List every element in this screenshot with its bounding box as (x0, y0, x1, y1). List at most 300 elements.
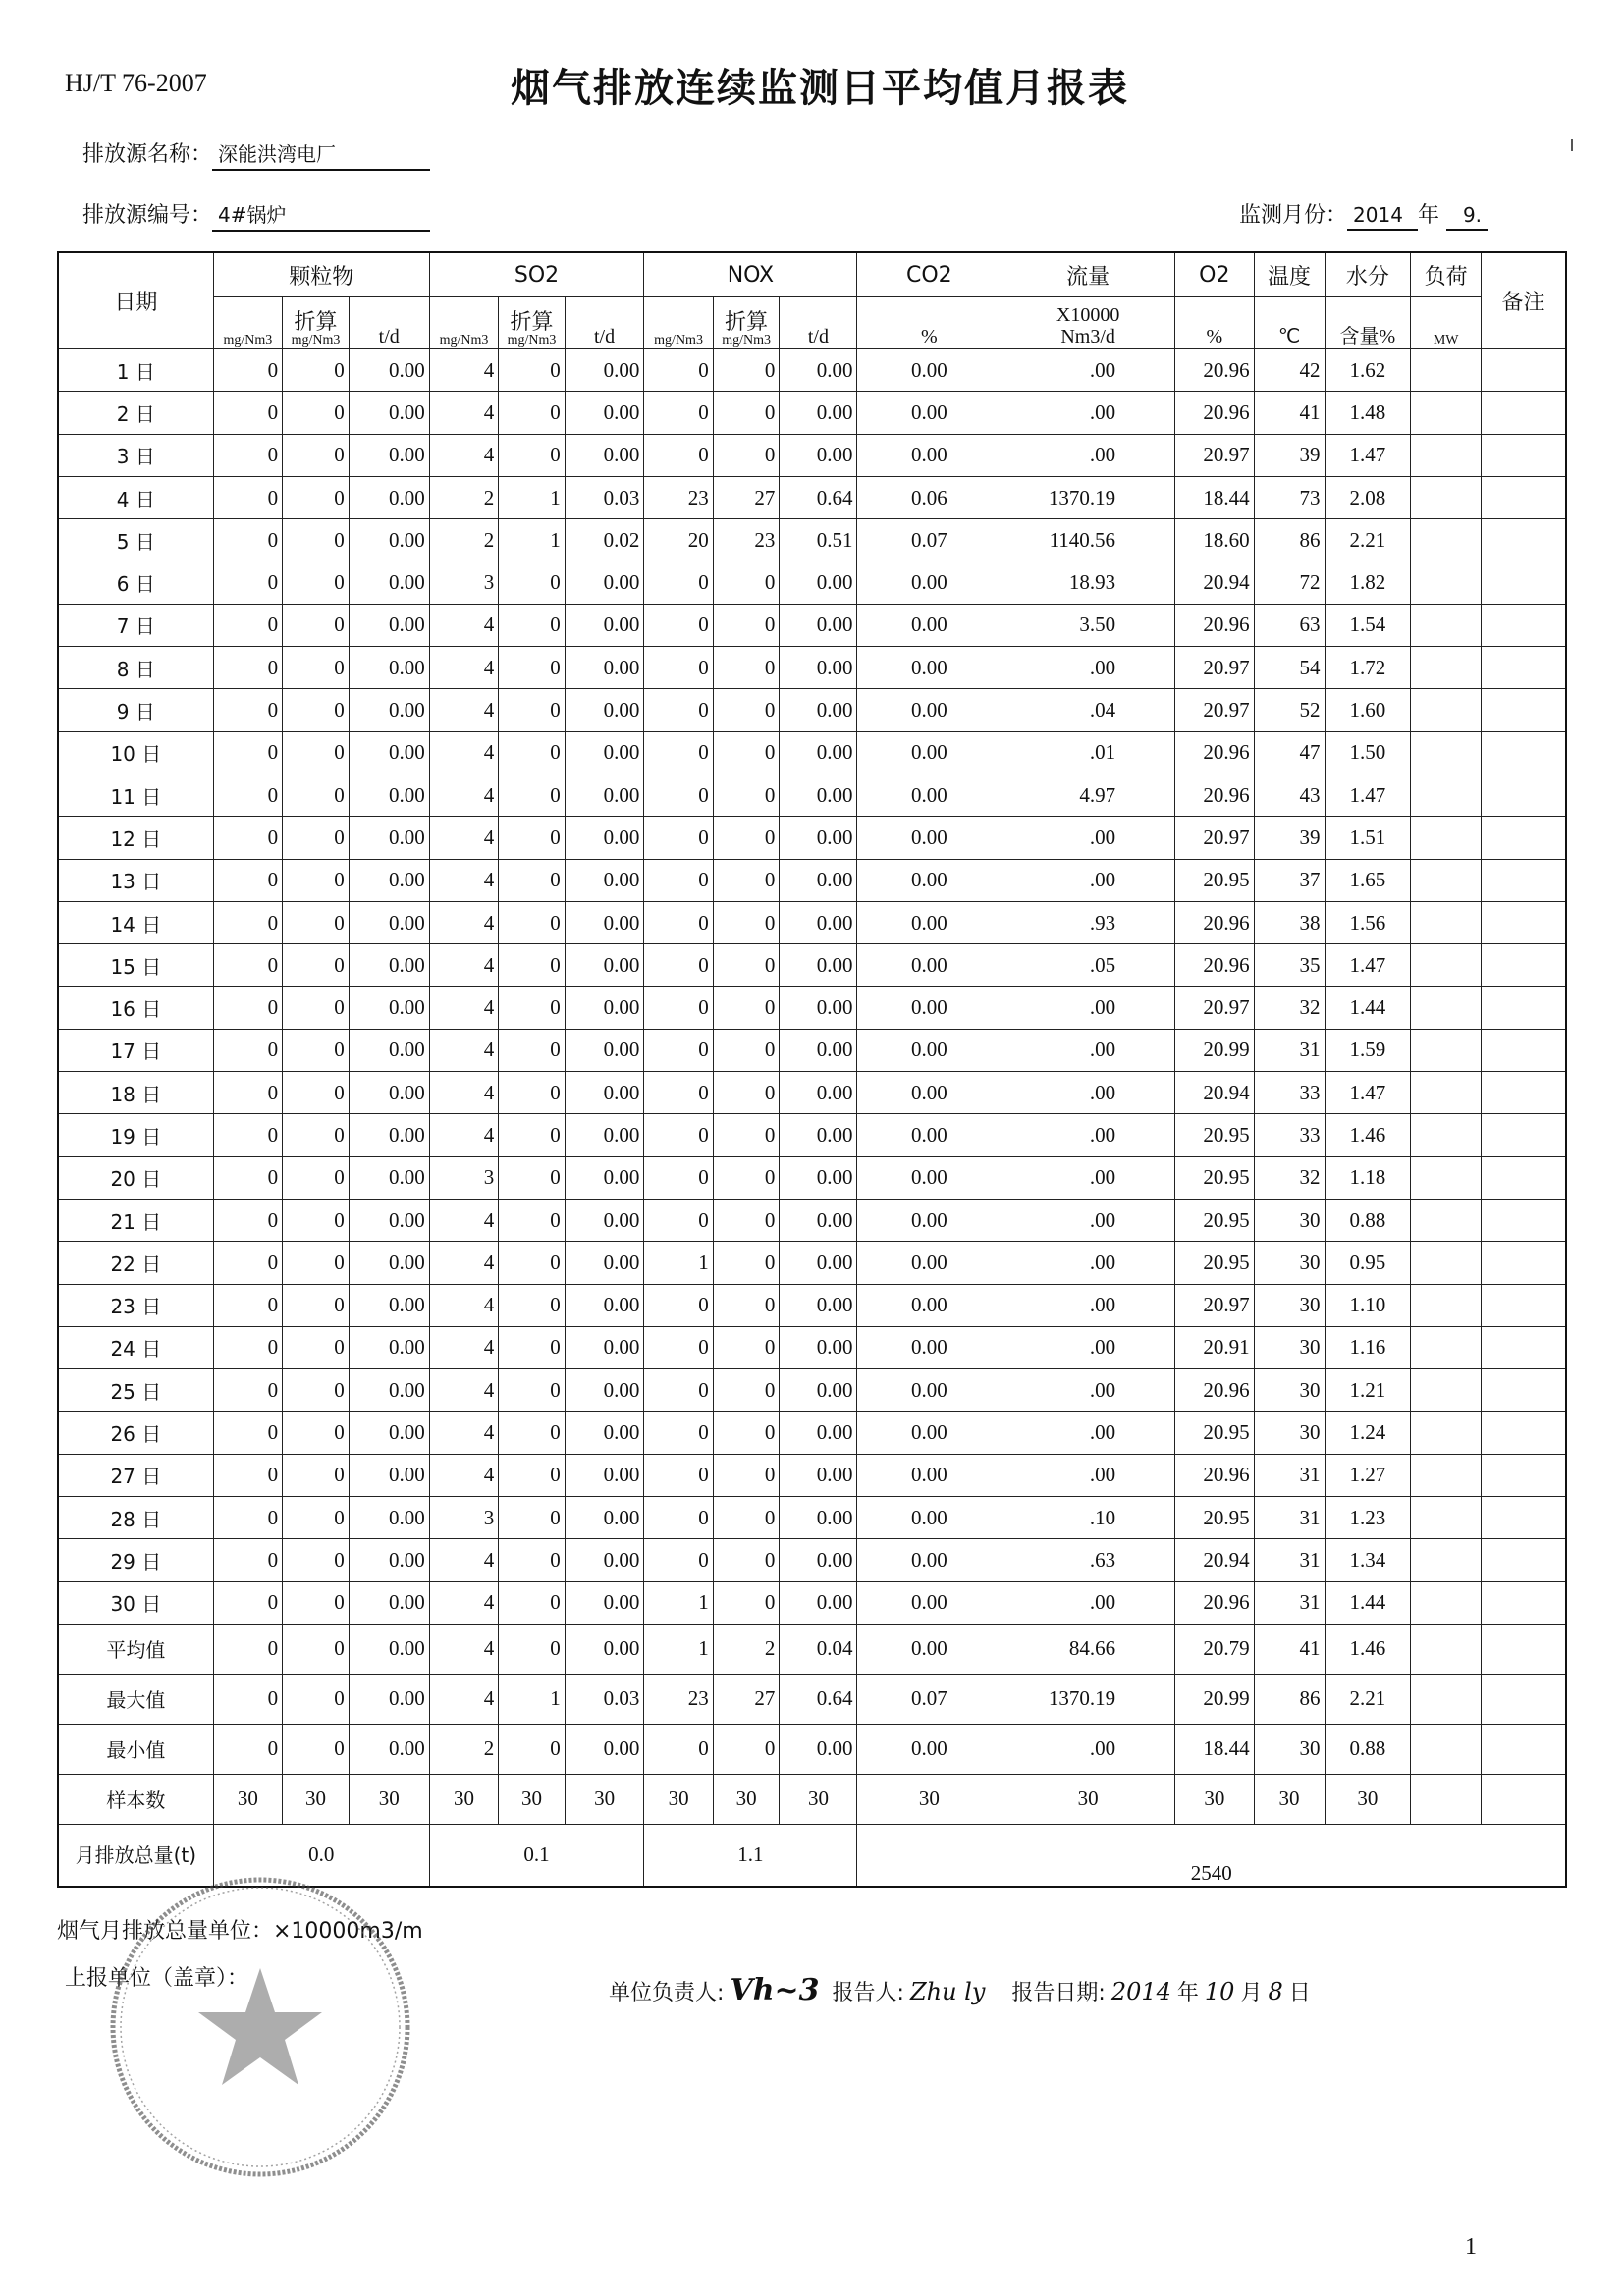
pm-cell: 0.00 (349, 1581, 429, 1624)
date-cell: 6 日 (58, 561, 213, 604)
nox-cell: 0 (713, 1029, 780, 1071)
so2-cell: 0 (499, 1156, 566, 1199)
o2-cell: 20.95 (1175, 859, 1255, 901)
remarks-cell (1482, 689, 1566, 731)
date-cell: 3 日 (58, 434, 213, 476)
co2-cell: 0.00 (857, 1029, 1001, 1071)
reporter-signature: Zhu ly (909, 1978, 986, 2005)
pm-cell: 0.00 (349, 1326, 429, 1368)
sample-count-row (58, 1774, 1566, 1824)
moisture-cell: 1.54 (1325, 604, 1411, 646)
flow-cell: .00 (1001, 1412, 1175, 1454)
so2-cell: 4 (429, 604, 498, 646)
so2-cell: 4 (429, 647, 498, 689)
nox-cell: 0.51 (780, 519, 857, 561)
flue-gas-unit-note: 烟气月排放总量单位：×10000m3/m (57, 1919, 423, 1944)
so2-cell: 4 (429, 392, 498, 434)
table-row (58, 1539, 1566, 1581)
sample-count-cell: 30 (644, 1774, 713, 1824)
pm-cell: 0 (213, 689, 282, 731)
so2-cell: 4 (429, 859, 498, 901)
so2-cell: 0 (499, 1326, 566, 1368)
load-cell (1411, 434, 1482, 476)
o2-unit: % (1175, 297, 1255, 349)
load-cell (1411, 1369, 1482, 1412)
pm-cell: 0.00 (349, 1497, 429, 1539)
o2-cell: 20.99 (1175, 1674, 1255, 1724)
temp-cell: 41 (1254, 1624, 1325, 1674)
sample-count-cell: 30 (857, 1774, 1001, 1824)
table-row (58, 1674, 1566, 1724)
so2-cell: 3 (429, 1497, 498, 1539)
nox-cell: 0 (713, 604, 780, 646)
table-row (58, 561, 1566, 604)
remarks-cell (1482, 1072, 1566, 1114)
flow-cell: .00 (1001, 1199, 1175, 1241)
nox-cell: 0.00 (780, 1199, 857, 1241)
nox-cell: 0.00 (780, 1369, 857, 1412)
moisture-cell: 1.46 (1325, 1624, 1411, 1674)
o2-cell: 20.95 (1175, 1199, 1255, 1241)
temp-cell: 37 (1254, 859, 1325, 901)
nox-cell: 0.00 (780, 774, 857, 816)
flow-cell: .00 (1001, 1369, 1175, 1412)
pm-cell: 0 (283, 1724, 350, 1774)
remarks-cell (1482, 434, 1566, 476)
pm-cell: 0.00 (349, 519, 429, 561)
temp-cell: 31 (1254, 1454, 1325, 1496)
temp-cell: 30 (1254, 1199, 1325, 1241)
so2-cell: 4 (429, 1581, 498, 1624)
moisture-cell: 2.08 (1325, 476, 1411, 518)
pm-cell: 0 (283, 689, 350, 731)
remarks-cell (1482, 1326, 1566, 1368)
reporter-label: 报告人: (832, 1981, 904, 2005)
moisture-cell: 1.44 (1325, 1581, 1411, 1624)
moisture-cell: 1.51 (1325, 817, 1411, 859)
load-cell (1411, 1072, 1482, 1114)
date-cell: 15 日 (58, 944, 213, 987)
table-row (58, 1497, 1566, 1539)
so2-cell: 0 (499, 774, 566, 816)
pm-cell: 0 (213, 1581, 282, 1624)
moisture-cell: 1.44 (1325, 987, 1411, 1029)
remarks-cell (1482, 1674, 1566, 1724)
o2-cell: 20.95 (1175, 1114, 1255, 1156)
source-name-label: 排放源名称： (82, 142, 213, 167)
nox-cell: 0 (713, 1369, 780, 1412)
source-no-value: 4#锅炉 (212, 199, 430, 232)
report-date-month: 10 (1204, 1978, 1235, 2005)
nox-cell: 0.00 (780, 817, 857, 859)
remarks-cell (1482, 1624, 1566, 1674)
nox-cell: 0 (644, 604, 713, 646)
pm-cell: 0.00 (349, 476, 429, 518)
o2-cell: 20.95 (1175, 1242, 1255, 1284)
temp-cell: 47 (1254, 731, 1325, 774)
temp-cell: 63 (1254, 604, 1325, 646)
so2-cell: 0 (499, 1114, 566, 1156)
pm-cell: 0 (213, 1539, 282, 1581)
nox-conc-unit: mg/Nm3 (644, 297, 713, 349)
table-row (58, 1724, 1566, 1774)
year-suffix: 年 (1176, 1981, 1199, 2005)
moisture-cell: 0.88 (1325, 1724, 1411, 1774)
nox-cell: 0 (713, 817, 780, 859)
nox-cell: 0 (644, 1724, 713, 1774)
o2-cell: 20.95 (1175, 1412, 1255, 1454)
so2-cell: 0 (499, 1624, 566, 1674)
header-temp: 温度 (1254, 252, 1325, 297)
load-cell (1411, 1624, 1482, 1674)
nox-cell: 0 (644, 392, 713, 434)
so2-cell: 4 (429, 987, 498, 1029)
so2-cell: 0.03 (565, 1674, 644, 1724)
o2-cell: 20.96 (1175, 731, 1255, 774)
so2-cell: 4 (429, 1029, 498, 1071)
source-name-line (82, 137, 430, 171)
nox-cell: 0 (713, 1724, 780, 1774)
pm-cell: 0 (213, 1029, 282, 1071)
so2-cell: 0 (499, 434, 566, 476)
remarks-cell (1482, 817, 1566, 859)
so2-cell: 0.00 (565, 1539, 644, 1581)
sample-count-cell: 30 (1175, 1774, 1255, 1824)
nox-cell: 0 (644, 1156, 713, 1199)
so2-cell: 0 (499, 817, 566, 859)
pm-cell: 0.00 (349, 1072, 429, 1114)
moisture-cell: 1.10 (1325, 1284, 1411, 1326)
date-cell: 12 日 (58, 817, 213, 859)
so2-cell: 0 (499, 944, 566, 987)
pm-cell: 0 (213, 392, 282, 434)
o2-cell: 18.60 (1175, 519, 1255, 561)
date-cell: 25 日 (58, 1369, 213, 1412)
nox-cell: 0 (713, 1412, 780, 1454)
pm-cell: 0 (283, 1326, 350, 1368)
nox-cell: 0 (713, 1072, 780, 1114)
header-particulate: 颗粒物 (213, 252, 429, 297)
reporting-unit-label: 上报单位（盖章）： (65, 1966, 249, 1991)
so2-cell: 2 (429, 519, 498, 561)
date-cell: 22 日 (58, 1242, 213, 1284)
flow-cell: .00 (1001, 392, 1175, 434)
co2-cell: 0.00 (857, 1284, 1001, 1326)
temp-cell: 31 (1254, 1029, 1325, 1071)
remarks-cell (1482, 647, 1566, 689)
moisture-cell: 2.21 (1325, 1674, 1411, 1724)
date-cell: 17 日 (58, 1029, 213, 1071)
pm-cell: 0.00 (349, 349, 429, 392)
pm-cell: 0 (283, 647, 350, 689)
date-cell: 20 日 (58, 1156, 213, 1199)
nox-cell: 23 (713, 519, 780, 561)
so2-cell: 0.00 (565, 987, 644, 1029)
flow-cell: .05 (1001, 944, 1175, 987)
moisture-cell: 1.47 (1325, 1072, 1411, 1114)
so2-cell: 4 (429, 1326, 498, 1368)
so2-cell: 4 (429, 901, 498, 943)
nox-cell: 0 (713, 859, 780, 901)
so2-td-unit: t/d (565, 297, 644, 349)
table-row (58, 647, 1566, 689)
load-cell (1411, 1581, 1482, 1624)
moisture-cell: 1.60 (1325, 689, 1411, 731)
pm-cell: 0 (283, 774, 350, 816)
table-row (58, 774, 1566, 816)
nox-cell: 0 (713, 1242, 780, 1284)
nox-cell: 0 (644, 434, 713, 476)
load-cell (1411, 689, 1482, 731)
pm-cell: 0.00 (349, 1284, 429, 1326)
so2-cell: 0.00 (565, 1454, 644, 1496)
nox-cell: 0 (644, 1497, 713, 1539)
load-cell (1411, 476, 1482, 518)
pm-cell: 0.00 (349, 1114, 429, 1156)
pm-cell: 0.00 (349, 987, 429, 1029)
remarks-cell (1482, 1284, 1566, 1326)
flow-cell: .63 (1001, 1539, 1175, 1581)
nox-cell: 0.00 (780, 901, 857, 943)
date-cell: 平均值 (58, 1624, 213, 1674)
co2-cell: 0.00 (857, 689, 1001, 731)
nox-cell: 0 (713, 1454, 780, 1496)
flow-cell: .00 (1001, 1581, 1175, 1624)
so2-cell: 0.00 (565, 349, 644, 392)
flow-cell: .00 (1001, 1284, 1175, 1326)
so2-cell: 2 (429, 1724, 498, 1774)
nox-cell: 0.00 (780, 647, 857, 689)
remarks-cell (1482, 901, 1566, 943)
table-row (58, 731, 1566, 774)
table-row (58, 1326, 1566, 1368)
flow-cell: .00 (1001, 1724, 1175, 1774)
co2-cell: 0.07 (857, 1674, 1001, 1724)
pm-cell: 0 (283, 1412, 350, 1454)
nox-cell: 0.00 (780, 1029, 857, 1071)
o2-cell: 20.96 (1175, 392, 1255, 434)
co2-cell: 0.00 (857, 1539, 1001, 1581)
pm-cell: 0.00 (349, 859, 429, 901)
load-cell (1411, 1412, 1482, 1454)
header-load: 负荷 (1411, 252, 1482, 297)
table-row (58, 1412, 1566, 1454)
pm-cell: 0 (213, 519, 282, 561)
temp-cell: 30 (1254, 1412, 1325, 1454)
so2-cell: 0 (499, 1497, 566, 1539)
so2-total: 0.1 (429, 1824, 644, 1887)
sample-count-cell: 30 (213, 1774, 282, 1824)
load-cell (1411, 1284, 1482, 1326)
table-row (58, 1369, 1566, 1412)
temp-cell: 33 (1254, 1072, 1325, 1114)
remarks-cell (1482, 987, 1566, 1029)
nox-cell: 0 (713, 561, 780, 604)
temp-cell: 30 (1254, 1326, 1325, 1368)
table-row (58, 817, 1566, 859)
so2-cell: 0 (499, 987, 566, 1029)
nox-cell: 23 (644, 476, 713, 518)
moisture-cell: 1.47 (1325, 434, 1411, 476)
moisture-cell: 1.46 (1325, 1114, 1411, 1156)
month-label: 监测月份： (1239, 203, 1348, 228)
nox-cell: 1 (644, 1581, 713, 1624)
temp-cell: 86 (1254, 1674, 1325, 1724)
co2-unit: % (857, 297, 1001, 349)
so2-cell: 3 (429, 561, 498, 604)
pm-cell: 0 (213, 1624, 282, 1674)
nox-cell: 0 (713, 434, 780, 476)
monthly-report-table (57, 251, 1567, 1888)
co2-cell: 0.00 (857, 1624, 1001, 1674)
table-row (58, 604, 1566, 646)
so2-cell: 4 (429, 944, 498, 987)
nox-cell: 27 (713, 1674, 780, 1724)
monthly-total-label: 月排放总量(t) (58, 1824, 213, 1887)
sample-count-cell: 30 (1001, 1774, 1175, 1824)
nox-cell: 1 (644, 1624, 713, 1674)
nox-total: 1.1 (644, 1824, 857, 1887)
so2-conc-unit: mg/Nm3 (429, 297, 498, 349)
date-cell: 26 日 (58, 1412, 213, 1454)
pm-cell: 0.00 (349, 392, 429, 434)
so2-cell: 0 (499, 1454, 566, 1496)
co2-cell: 0.00 (857, 901, 1001, 943)
load-cell (1411, 1497, 1482, 1539)
pm-cell: 0 (283, 476, 350, 518)
flow-cell: .01 (1001, 731, 1175, 774)
pm-cell: 0.00 (349, 731, 429, 774)
so2-cell: 4 (429, 774, 498, 816)
pm-cell: 0.00 (349, 561, 429, 604)
nox-cell: 0 (644, 859, 713, 901)
table-row (58, 1199, 1566, 1241)
load-cell (1411, 987, 1482, 1029)
temp-cell: 32 (1254, 1156, 1325, 1199)
pm-cell: 0 (213, 987, 282, 1029)
nox-cell: 0 (644, 1199, 713, 1241)
pm-cell: 0.00 (349, 689, 429, 731)
o2-cell: 20.95 (1175, 1156, 1255, 1199)
so2-cell: 3 (429, 1156, 498, 1199)
so2-cell: 0.00 (565, 1114, 644, 1156)
nox-cell: 0 (644, 1326, 713, 1368)
co2-cell: 0.00 (857, 434, 1001, 476)
year-suffix: 年 (1418, 203, 1440, 228)
flow-cell: 18.93 (1001, 561, 1175, 604)
nox-cell: 0.00 (780, 1581, 857, 1624)
nox-cell: 0 (644, 1454, 713, 1496)
nox-cell: 0 (713, 689, 780, 731)
header-co2: CO2 (857, 252, 1001, 297)
table-row (58, 476, 1566, 518)
temp-cell: 30 (1254, 1369, 1325, 1412)
so2-cell: 4 (429, 1199, 498, 1241)
co2-cell: 0.00 (857, 987, 1001, 1029)
moisture-cell: 1.18 (1325, 1156, 1411, 1199)
remarks-cell (1482, 1497, 1566, 1539)
so2-cell: 0.00 (565, 561, 644, 604)
moisture-cell: 1.82 (1325, 561, 1411, 604)
co2-cell: 0.00 (857, 1326, 1001, 1368)
temp-unit: ℃ (1254, 297, 1325, 349)
flow-cell: 1370.19 (1001, 476, 1175, 518)
flow-cell: 1370.19 (1001, 1674, 1175, 1724)
nox-cell: 0 (644, 817, 713, 859)
table-row (58, 1029, 1566, 1071)
nox-cell: 0.00 (780, 561, 857, 604)
pm-cell: 0.00 (349, 647, 429, 689)
pm-cell: 0 (283, 731, 350, 774)
pm-cell: 0.00 (349, 1624, 429, 1674)
so2-cell: 4 (429, 1114, 498, 1156)
co2-cell: 0.00 (857, 774, 1001, 816)
flow-unit: X10000 Nm3/d (1001, 297, 1175, 349)
co2-cell: 0.00 (857, 731, 1001, 774)
remarks-cell (1482, 349, 1566, 392)
page-number: 1 (1465, 2234, 1477, 2260)
flow-cell: .00 (1001, 349, 1175, 392)
pm-cell: 0.00 (349, 1454, 429, 1496)
pm-cell: 0.00 (349, 1724, 429, 1774)
so2-cell: 4 (429, 1284, 498, 1326)
nox-cell: 0 (713, 731, 780, 774)
nox-cell: 0 (713, 647, 780, 689)
so2-cell: 0 (499, 349, 566, 392)
so2-cell: 0 (499, 604, 566, 646)
daily-rows (58, 349, 1566, 1887)
date-cell: 18 日 (58, 1072, 213, 1114)
pm-cell: 0 (213, 1724, 282, 1774)
flow-cell: .00 (1001, 1156, 1175, 1199)
so2-cell: 0 (499, 1724, 566, 1774)
temp-cell: 31 (1254, 1539, 1325, 1581)
load-cell (1411, 1242, 1482, 1284)
so2-cell: 4 (429, 1539, 498, 1581)
source-no-label: 排放源编号： (82, 203, 213, 228)
so2-cell: 0.00 (565, 944, 644, 987)
pm-cell: 0 (213, 561, 282, 604)
table-row (58, 987, 1566, 1029)
pm-cell: 0.00 (349, 1029, 429, 1071)
temp-cell: 41 (1254, 392, 1325, 434)
nox-cell: 0 (644, 1412, 713, 1454)
load-cell (1411, 1539, 1482, 1581)
so2-cell: 0.00 (565, 1624, 644, 1674)
nox-cell: 0.64 (780, 476, 857, 518)
temp-cell: 39 (1254, 434, 1325, 476)
pm-cell: 0 (283, 1072, 350, 1114)
co2-cell: 0.00 (857, 1156, 1001, 1199)
moisture-cell: 0.95 (1325, 1242, 1411, 1284)
date-cell: 8 日 (58, 647, 213, 689)
pm-cell: 0.00 (349, 1412, 429, 1454)
pm-cell: 0 (283, 817, 350, 859)
pm-cell: 0 (283, 1242, 350, 1284)
pm-cell: 0 (283, 944, 350, 987)
pm-converted-unit: 折算 mg/Nm3 (283, 297, 350, 349)
pm-cell: 0 (213, 1199, 282, 1241)
o2-cell: 20.96 (1175, 1454, 1255, 1496)
date-cell: 13 日 (58, 859, 213, 901)
nox-cell: 0.00 (780, 392, 857, 434)
remarks-cell (1482, 1199, 1566, 1241)
o2-cell: 20.97 (1175, 689, 1255, 731)
pm-cell: 0 (213, 1369, 282, 1412)
co2-cell: 0.00 (857, 604, 1001, 646)
temp-cell: 31 (1254, 1581, 1325, 1624)
table-row (58, 859, 1566, 901)
